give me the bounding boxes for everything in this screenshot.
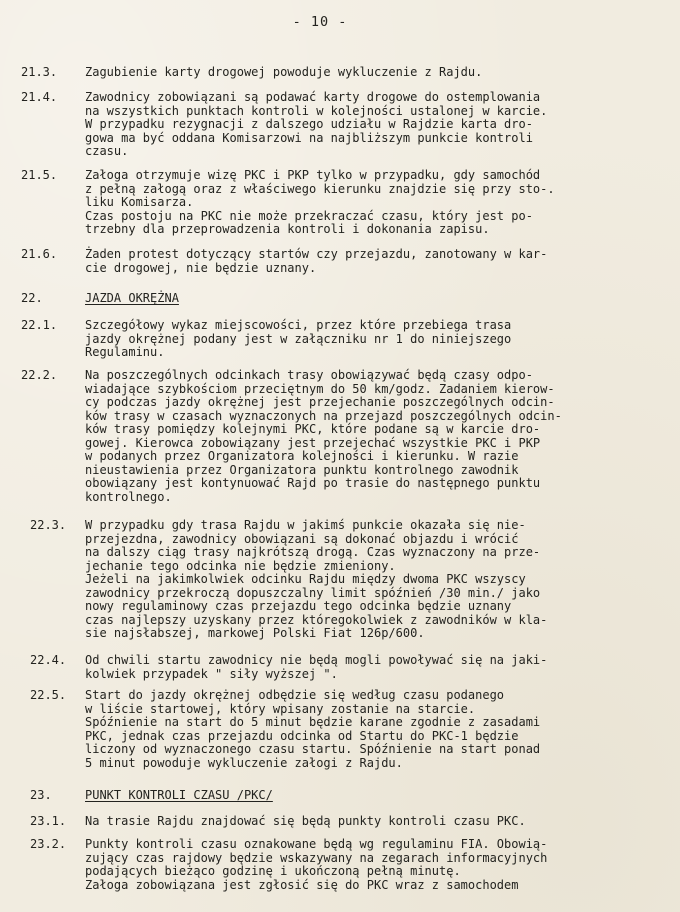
- text-line: zawodnicy przekroczą dopuszczalny limit spóźnień /30 min./ jako: [85, 585, 541, 600]
- paragraph-text: [85, 248, 547, 275]
- paragraph-text: [85, 91, 547, 159]
- text-line: podających bieżąco godzinę i ukończoną pełną minutę.: [85, 864, 461, 878]
- text-line: cie drogowej, nie będzie uznany.: [85, 260, 317, 275]
- text-line: Start do jazdy okrężnej odbędzie się według czasu podanego: [85, 688, 505, 702]
- paragraph-text: [85, 66, 482, 80]
- text-line: w liście startowej, który wpisany zostanie na starcie.: [85, 701, 476, 716]
- text-line: Od chwili startu zawodnicy nie będą mogli powoływać się na jaki-: [85, 653, 548, 667]
- paragraph-number: 22.4.: [30, 653, 67, 667]
- text-line: PUNKT KONTROLI CZASU /PKC/: [85, 788, 273, 802]
- text-line: Na trasie Rajdu znajdować się będą punkty kontroli czasu PKC.: [85, 814, 526, 828]
- text-line: zujący czas rajdowy będzie wskazywany na zegarach informacyjnych: [85, 850, 548, 865]
- text-line: nieustawienia przez Organizatora punktu kontrolnego zawodnik: [85, 462, 519, 477]
- paragraph-number: 23.2.: [30, 837, 67, 851]
- text-line: Regulaminu.: [85, 345, 165, 359]
- text-line: Jeżeli na jakimkolwiek odcinku Rajdu między dwoma PKC wszyscy: [85, 572, 526, 586]
- paragraph-number: 23.1.: [30, 814, 67, 828]
- text-line: czas najlepszy uzyskany przez któregokolwiek z zawodników w kla-: [85, 612, 548, 627]
- paragraph-text: [85, 689, 540, 770]
- text-line: na dalszy ciąg trasy najkrótszą drogą. Czas wyznaczony na prze-: [85, 545, 541, 559]
- text-line: Czas postoju na PKC nie może przekraczać czasu, który jest po-: [85, 208, 533, 223]
- paragraph-number: 22.2.: [21, 368, 58, 382]
- page-number: - 10 -: [292, 14, 348, 30]
- text-line: Spóźnienie na start do 5 minut będzie karane zgodnie z zasadami: [85, 715, 541, 729]
- text-line: Na poszczególnych odcinkach trasy obowiązywać będą czasy odpo-: [85, 368, 533, 382]
- text-line: czasu.: [85, 144, 129, 158]
- paragraph-text: [85, 815, 526, 829]
- text-line: przejezdna, zawodnicy obowiązani są dokonać objazdu i wrócić: [85, 531, 519, 546]
- paragraph-text: [85, 169, 555, 237]
- text-line: obowiązany jest kontynuować Rajd po trasie do następnego punktu: [85, 476, 541, 490]
- text-line: Punkty kontroli czasu oznakowane będą wg regulaminu FIA. Obowią-: [85, 837, 548, 851]
- text-line: Żaden protest dotyczący startów czy przejazdu, zanotowany w kar-: [85, 247, 548, 261]
- text-line: Zagubienie karty drogowej powoduje wykluczenie z Rajdu.: [85, 65, 483, 79]
- heading-text: [85, 789, 273, 803]
- text-line: cy podczas jazdy okrężnej jest przejechanie poszczególnych odcin-: [85, 395, 555, 409]
- paragraph-number: 21.6.: [21, 247, 58, 261]
- text-line: gowej. Kierowca zobowiązany jest przejechać wszystkie PKC i PKP: [85, 435, 541, 450]
- text-line: trzebny dla przeprowadzenia kontroli i dokonania zapisu.: [85, 222, 490, 236]
- text-line: Załoga otrzymuje wizę PKC i PKP tylko w przypadku, gdy samochód: [85, 168, 541, 182]
- paragraph-number: 22.3.: [30, 518, 67, 532]
- text-line: W przypadku rezygnacji z dalszego udziału w Rajdzie karta dro-: [85, 117, 533, 131]
- text-line: wiadające szybkościom przeciętnym do 50 km/godz. Zadaniem kierow-: [85, 381, 555, 396]
- paragraph-text: [85, 838, 547, 892]
- text-line: ków trasy pomiędzy kolejnymi PKC, które podane są w karcie dro-: [85, 422, 541, 436]
- text-line: W przypadku gdy trasa Rajdu w jakimś punkcie okazała się nie-: [85, 518, 526, 532]
- heading-text: [85, 292, 179, 306]
- text-line: gowa ma być oddana Komisarzowi na najbliższym punkcie kontroli: [85, 130, 533, 145]
- paragraph-number: 21.4.: [21, 90, 58, 104]
- paragraph-text: [85, 654, 547, 681]
- text-line: Załoga zobowiązana jest zgłosić się do PKC wraz z samochodem: [85, 877, 519, 892]
- text-line: liczony od wyznaczonego czasu startu. Spóźnienie na start ponad: [85, 742, 541, 756]
- text-line: Zawodnicy zobowiązani są podawać karty drogowe do ostemplowania: [85, 90, 541, 104]
- text-line: kolwiek przypadek " siły wyższej ".: [85, 666, 338, 681]
- paragraph-text: [85, 519, 547, 641]
- text-line: ków trasy w czasach wyznaczonych na przejazd poszczególnych odcin-: [85, 408, 562, 423]
- text-line: jechanie tego odcinka nie będzie zmieniony.: [85, 558, 396, 573]
- text-line: na wszystkich punktach kontroli w kolejności ustalonej w karcie.: [85, 103, 548, 118]
- paragraph-text: [85, 319, 511, 360]
- paragraph-number: 22.5.: [30, 688, 67, 702]
- paragraph-number: 23.: [30, 788, 52, 802]
- text-line: Szczegółowy wykaz miejscowości, przez które przebiega trasa: [85, 318, 512, 332]
- text-line: 5 minut powoduje wykluczenie załogi z Rajdu.: [85, 755, 403, 770]
- paragraph-number: 21.3.: [21, 65, 58, 79]
- text-line: nowy regulaminowy czas przejazdu tego odcinka będzie uznany: [85, 599, 512, 613]
- text-line: w podanych przez Organizatora kolejności i kierunku. W razie: [85, 449, 519, 463]
- text-line: jazdy okrężnej podany jest w załączniku nr 1 do niniejszego: [85, 331, 512, 346]
- paragraph-text: [85, 369, 562, 504]
- text-line: z pełną załogą oraz z właściwego kierunku znajdzie się przy sto-.: [85, 181, 555, 196]
- text-line: JAZDA OKRĘŻNA: [85, 291, 179, 305]
- paragraph-number: 22.1.: [21, 318, 58, 332]
- paragraph-number: 21.5.: [21, 168, 58, 182]
- text-line: liku Komisarza.: [85, 195, 194, 209]
- text-line: kontrolnego.: [85, 489, 172, 504]
- text-line: sie najsłabszej, markowej Polski Fiat 126p/600.: [85, 626, 425, 640]
- text-line: PKC, jednak czas przejazdu odcinka od Startu do PKC-1 będzie: [85, 728, 519, 743]
- paragraph-number: 22.: [21, 291, 43, 305]
